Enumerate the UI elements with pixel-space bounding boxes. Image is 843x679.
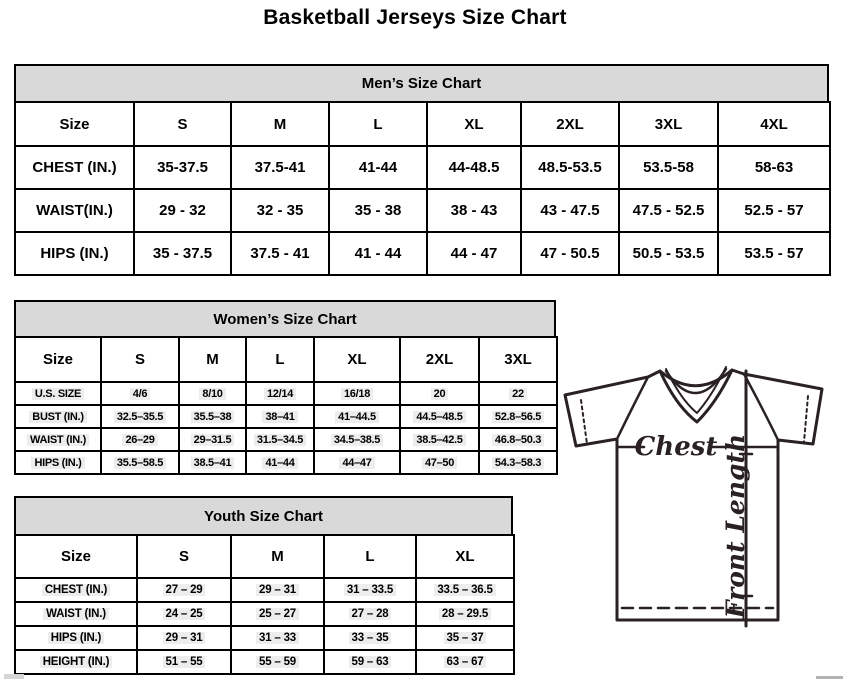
table-row <box>15 578 514 602</box>
row-label <box>15 382 101 405</box>
row-label <box>15 451 101 474</box>
header-row <box>15 535 514 578</box>
highlighted-text: 12/14 <box>264 388 296 400</box>
highlighted-text: 52.8–56.5 <box>492 411 544 423</box>
size-value-cell: 47.5 - 52.5 <box>619 189 718 232</box>
size-value-cell <box>231 602 324 626</box>
size-value-cell <box>231 578 324 602</box>
size-value-cell: 35 - 38 <box>329 189 427 232</box>
size-value-cell <box>246 382 314 405</box>
row-label <box>15 578 137 602</box>
size-value-cell <box>179 428 246 451</box>
size-column-header: Size <box>15 337 101 382</box>
highlighted-text: 44.5–48.5 <box>413 411 465 423</box>
highlighted-text: 35.5–58.5 <box>114 457 166 469</box>
highlighted-text: 41–44.5 <box>335 411 379 423</box>
size-value-cell <box>314 428 400 451</box>
row-label: CHEST (IN.) <box>15 146 134 189</box>
size-value-cell <box>101 382 179 405</box>
table-row <box>15 451 557 474</box>
size-value-cell <box>101 451 179 474</box>
mens-chart-title: Men’s Size Chart <box>14 64 829 101</box>
size-value-cell <box>416 578 514 602</box>
size-column-header: Size <box>15 535 137 578</box>
size-value-cell <box>137 578 231 602</box>
highlighted-text: 35.5–38 <box>191 411 235 423</box>
size-value-cell <box>400 428 479 451</box>
size-value-cell: 47 - 50.5 <box>521 232 619 275</box>
table-row <box>15 650 514 674</box>
size-value-cell <box>400 451 479 474</box>
size-value-cell <box>479 382 557 405</box>
jersey-measurement-diagram <box>560 358 843 677</box>
highlighted-text: 31 – 33 <box>256 632 299 644</box>
highlighted-text: 24 – 25 <box>163 608 206 620</box>
highlighted-text: 22 <box>509 388 527 400</box>
size-value-cell: 35-37.5 <box>134 146 231 189</box>
size-value-cell <box>231 626 324 650</box>
column-header-xl: XL <box>416 535 514 578</box>
table-row <box>15 428 557 451</box>
column-header-4xl: 4XL <box>718 102 830 146</box>
highlighted-text: HIPS (IN.) <box>48 632 104 644</box>
size-value-cell: 52.5 - 57 <box>718 189 830 232</box>
highlighted-text: 46.8–50.3 <box>492 434 544 446</box>
column-header-3xl: 3XL <box>619 102 718 146</box>
highlighted-text: WAIST (IN.) <box>43 608 109 620</box>
size-value-cell <box>314 451 400 474</box>
size-value-cell <box>479 451 557 474</box>
highlighted-text: 27 – 29 <box>163 584 206 596</box>
highlighted-text: 26–29 <box>122 434 157 446</box>
highlighted-text: 29 – 31 <box>256 584 299 596</box>
header-row <box>15 337 557 382</box>
column-header-l: L <box>324 535 416 578</box>
table-row <box>15 232 830 275</box>
size-value-cell: 35 - 37.5 <box>134 232 231 275</box>
size-value-cell <box>416 626 514 650</box>
scrollbar-fragment-left[interactable] <box>4 674 24 679</box>
highlighted-text: 28 – 29.5 <box>439 608 491 620</box>
size-value-cell: 41-44 <box>329 146 427 189</box>
size-column-header: Size <box>15 102 134 146</box>
highlighted-text: 44–47 <box>339 457 374 469</box>
size-value-cell <box>101 405 179 428</box>
highlighted-text: 29–31.5 <box>191 434 235 446</box>
column-header-l: L <box>329 102 427 146</box>
size-value-cell: 44 - 47 <box>427 232 521 275</box>
size-value-cell <box>231 650 324 674</box>
youth-size-table <box>14 534 515 675</box>
size-value-cell: 37.5-41 <box>231 146 329 189</box>
size-value-cell <box>324 650 416 674</box>
size-value-cell <box>101 428 179 451</box>
highlighted-text: HIPS (IN.) <box>31 457 84 469</box>
row-label <box>15 428 101 451</box>
womens-size-table <box>14 336 558 475</box>
highlighted-text: CHEST (IN.) <box>42 584 110 596</box>
highlighted-text: 4/6 <box>130 388 150 400</box>
column-header-2xl: 2XL <box>521 102 619 146</box>
table-row <box>15 382 557 405</box>
size-value-cell: 37.5 - 41 <box>231 232 329 275</box>
size-value-cell <box>479 405 557 428</box>
row-label <box>15 602 137 626</box>
highlighted-text: 38.5–41 <box>191 457 235 469</box>
column-header-m: M <box>231 102 329 146</box>
size-value-cell <box>400 405 479 428</box>
highlighted-text: 16/18 <box>341 388 373 400</box>
highlighted-text: 27 – 28 <box>349 608 392 620</box>
row-label <box>15 405 101 428</box>
womens-chart-title: Women’s Size Chart <box>14 300 556 336</box>
table-row <box>15 146 830 189</box>
column-header-s: S <box>137 535 231 578</box>
size-value-cell <box>137 650 231 674</box>
size-value-cell <box>246 451 314 474</box>
column-header-m: M <box>231 535 324 578</box>
highlighted-text: 32.5–35.5 <box>114 411 166 423</box>
size-value-cell: 53.5-58 <box>619 146 718 189</box>
size-value-cell <box>314 405 400 428</box>
highlighted-text: WAIST (IN.) <box>27 434 89 446</box>
highlighted-text: 31 – 33.5 <box>344 584 396 596</box>
size-value-cell <box>416 602 514 626</box>
front-length-label: Front Length <box>721 433 750 619</box>
highlighted-text: 55 – 59 <box>256 656 299 668</box>
highlighted-text: HEIGHT (IN.) <box>40 656 113 668</box>
table-row <box>15 405 557 428</box>
size-value-cell: 48.5-53.5 <box>521 146 619 189</box>
highlighted-text: 38.5–42.5 <box>413 434 465 446</box>
column-header-3xl: 3XL <box>479 337 557 382</box>
table-row <box>15 189 830 232</box>
highlighted-text: 29 – 31 <box>163 632 206 644</box>
size-value-cell <box>324 626 416 650</box>
column-header-m: M <box>179 337 246 382</box>
column-header-xl: XL <box>427 102 521 146</box>
highlighted-text: 33.5 – 36.5 <box>434 584 495 596</box>
highlighted-text: 51 – 55 <box>163 656 206 668</box>
highlighted-text: BUST (IN.) <box>29 411 86 423</box>
highlighted-text: 8/10 <box>199 388 225 400</box>
column-header-xl: XL <box>314 337 400 382</box>
size-value-cell <box>324 602 416 626</box>
size-value-cell <box>324 578 416 602</box>
table-row <box>15 602 514 626</box>
size-value-cell <box>137 602 231 626</box>
highlighted-text: 63 – 67 <box>444 656 487 668</box>
size-value-cell <box>246 405 314 428</box>
youth-chart-title: Youth Size Chart <box>14 496 513 534</box>
table-row <box>15 626 514 650</box>
header-row <box>15 102 830 146</box>
highlighted-text: 31.5–34.5 <box>254 434 306 446</box>
size-value-cell <box>179 382 246 405</box>
highlighted-text: 41–44 <box>262 457 297 469</box>
highlighted-text: 59 – 63 <box>349 656 392 668</box>
size-value-cell <box>314 382 400 405</box>
youth-size-chart <box>14 496 513 675</box>
chest-label: Chest <box>634 432 718 462</box>
highlighted-text: 20 <box>431 388 449 400</box>
column-header-l: L <box>246 337 314 382</box>
row-label: WAIST(IN.) <box>15 189 134 232</box>
highlighted-text: 35 – 37 <box>444 632 487 644</box>
row-label: HIPS (IN.) <box>15 232 134 275</box>
highlighted-text: 47–50 <box>422 457 457 469</box>
size-value-cell: 50.5 - 53.5 <box>619 232 718 275</box>
size-value-cell <box>246 428 314 451</box>
size-value-cell: 41 - 44 <box>329 232 427 275</box>
mens-size-chart <box>14 64 829 276</box>
column-header-s: S <box>134 102 231 146</box>
column-header-2xl: 2XL <box>400 337 479 382</box>
size-value-cell <box>416 650 514 674</box>
mens-size-table <box>14 101 831 276</box>
size-value-cell: 38 - 43 <box>427 189 521 232</box>
size-value-cell <box>179 405 246 428</box>
size-value-cell: 44-48.5 <box>427 146 521 189</box>
size-value-cell: 29 - 32 <box>134 189 231 232</box>
size-value-cell: 32 - 35 <box>231 189 329 232</box>
row-label <box>15 626 137 650</box>
size-value-cell <box>400 382 479 405</box>
highlighted-text: 54.3–58.3 <box>492 457 544 469</box>
jersey-outline-shape <box>565 370 822 620</box>
highlighted-text: U.S. SIZE <box>32 388 84 400</box>
size-value-cell: 53.5 - 57 <box>718 232 830 275</box>
womens-size-chart <box>14 300 556 475</box>
highlighted-text: 34.5–38.5 <box>331 434 383 446</box>
row-label <box>15 650 137 674</box>
size-value-cell: 58-63 <box>718 146 830 189</box>
column-header-s: S <box>101 337 179 382</box>
size-value-cell <box>137 626 231 650</box>
highlighted-text: 33 – 35 <box>349 632 392 644</box>
size-value-cell: 43 - 47.5 <box>521 189 619 232</box>
highlighted-text: 25 – 27 <box>256 608 299 620</box>
size-value-cell <box>179 451 246 474</box>
size-value-cell <box>479 428 557 451</box>
highlighted-text: 38–41 <box>262 411 297 423</box>
page-title: Basketball Jerseys Size Chart <box>263 6 567 29</box>
